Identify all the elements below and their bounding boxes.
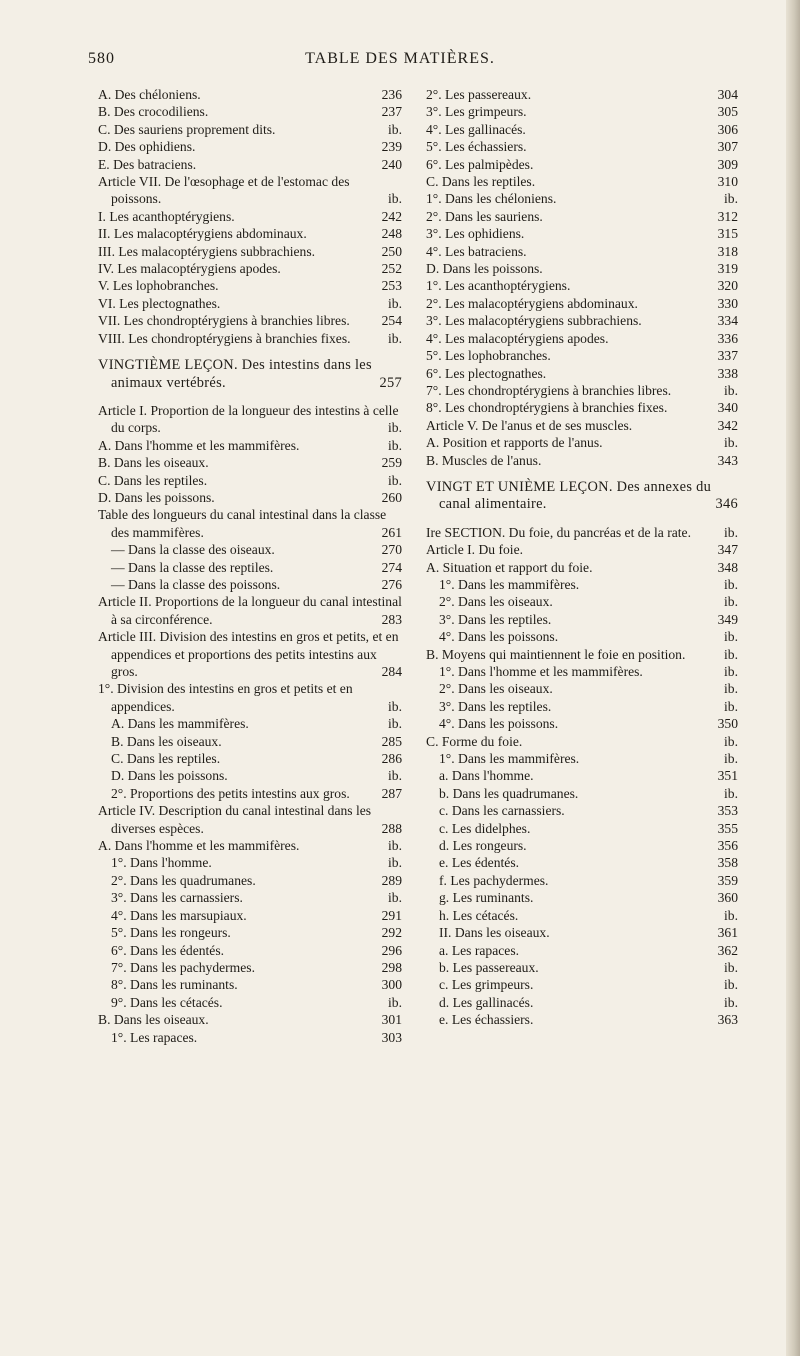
toc-entry [98, 86, 402, 103]
toc-entry [98, 924, 402, 941]
toc-entry-page: 337 [717, 348, 738, 364]
toc-entry [426, 924, 738, 941]
toc-entry-page: 286 [381, 751, 402, 767]
toc-entry [98, 785, 402, 802]
toc-entry-page: 270 [381, 542, 402, 558]
toc-entry-title: V. Les lophobranches. [98, 278, 219, 294]
toc-entry-title: 2°. Dans les quadrumanes. [111, 872, 256, 888]
toc-entry-title: C. Des sauriens proprement dits. [98, 121, 276, 137]
toc-entry-page: ib. [388, 838, 402, 854]
toc-entry-title: 2°. Les passereaux. [426, 87, 532, 102]
toc-left-column [98, 86, 402, 1046]
toc-entry [98, 942, 402, 959]
toc-entry [426, 382, 738, 399]
toc-entry [426, 190, 738, 207]
toc-entry-title: VINGTIÈME LEÇON. Des intestins dans les animaux vertébrés. [98, 357, 372, 391]
toc-entry-title: a. Les rapaces. [439, 942, 520, 958]
toc-entry [426, 611, 738, 628]
toc-entry-page: 358 [717, 855, 738, 871]
toc-entry-page: ib. [724, 646, 738, 662]
page-number: 580 [88, 50, 115, 67]
toc-entry-title: 1°. Dans l'homme. [111, 855, 212, 871]
toc-entry-title: D. Des ophidiens. [98, 139, 196, 155]
toc-entry [426, 750, 738, 767]
toc-entry [98, 260, 402, 277]
toc-entry-page: 359 [717, 872, 738, 888]
toc-entry-page: ib. [388, 472, 402, 488]
toc-entry-title: 3°. Dans les reptiles. [439, 611, 552, 627]
toc-entry-page: 318 [717, 243, 738, 259]
toc-entry [426, 646, 738, 663]
toc-entry-page: ib. [724, 785, 738, 801]
toc-entry [426, 628, 738, 645]
toc-entry-title: 6°. Dans les édentés. [111, 942, 225, 958]
toc-entry [98, 156, 402, 173]
toc-entry-page: ib. [388, 698, 402, 714]
toc-entry-title: — Dans la classe des reptiles. [111, 559, 274, 575]
toc-entry-title: 8°. Dans les ruminants. [111, 977, 238, 993]
toc-entry [98, 454, 402, 471]
toc-entry-page: ib. [724, 382, 738, 398]
toc-entry [426, 312, 738, 329]
toc-entry-title: A. Situation et rapport du foie. [426, 559, 593, 575]
toc-entry-page: 253 [381, 278, 402, 294]
toc-entry-title: e. Les édentés. [439, 855, 520, 871]
toc-entry [426, 942, 738, 959]
toc-entry [98, 889, 402, 906]
toc-entry [426, 86, 738, 103]
toc-entry-page: ib. [388, 191, 402, 207]
toc-entry-page: 310 [717, 174, 738, 190]
toc-entry-title: A. Position et rapports de l'anus. [426, 435, 603, 451]
toc-entry-title: 4°. Les gallinacés. [426, 121, 526, 137]
toc-entry [98, 959, 402, 976]
page-header [0, 50, 800, 74]
toc-entry-title: IV. Les malacoptérygiens apodes. [98, 261, 281, 277]
toc-entry-page: ib. [724, 524, 738, 540]
toc-entry-title: 1°. Dans l'homme et les mammifères. [439, 664, 643, 679]
toc-entry-page: 298 [381, 959, 402, 975]
toc-entry-title: A. Dans les mammifères. [111, 716, 249, 732]
toc-entry [98, 103, 402, 120]
toc-entry-title: E. Des batraciens. [98, 156, 197, 172]
toc-entry [98, 837, 402, 854]
toc-entry-title: 4°. Dans les poissons. [439, 716, 559, 732]
toc-entry [98, 489, 402, 506]
toc-entry [426, 417, 738, 434]
toc-entry [98, 802, 402, 837]
toc-entry [426, 907, 738, 924]
toc-entry-page: 260 [381, 489, 402, 505]
toc-entry [98, 907, 402, 924]
toc-entry-title: B. Moyens qui maintiennent le foie en position. [426, 646, 686, 662]
toc-entry-title: 4°. Dans les marsupiaux. [111, 907, 247, 923]
toc-entry [426, 103, 738, 120]
toc-entry-title: 7°. Les chondroptérygiens à branchies libres. [426, 382, 672, 398]
toc-entry-page: 284 [381, 664, 402, 679]
toc-entry-title: 2°. Les malacoptérygiens abdominaux. [426, 295, 638, 311]
toc-entry-title: 1°. Dans les chéloniens. [426, 191, 557, 207]
toc-entry-page: 334 [717, 313, 738, 329]
toc-entry-page: 292 [381, 925, 402, 941]
toc-entry-page: 261 [381, 524, 402, 540]
toc-entry [426, 347, 738, 364]
toc-entry-title: A. Des chéloniens. [98, 87, 201, 102]
running-title: TABLE DES MATIÈRES. [305, 50, 495, 67]
toc-entry-page: ib. [388, 855, 402, 871]
toc-entry-title: 3°. Les ophidiens. [426, 226, 525, 242]
toc-entry-page: 254 [381, 313, 402, 329]
toc-entry [98, 138, 402, 155]
toc-entry [426, 225, 738, 242]
toc-entry [426, 277, 738, 294]
toc-entry-title: II. Dans les oiseaux. [439, 925, 550, 941]
toc-entry [426, 663, 738, 680]
toc-entry-title: VINGT ET UNIÈME LEÇON. Des annexes du canal alimentaire. [426, 478, 712, 513]
toc-entry [426, 872, 738, 889]
toc-entry-page: ib. [724, 751, 738, 767]
toc-entry-page: 242 [381, 208, 402, 224]
toc-entry [426, 854, 738, 871]
toc-entry [98, 715, 402, 732]
toc-entry-page: 239 [381, 139, 402, 155]
toc-entry-title: 3°. Dans les carnassiers. [111, 890, 243, 906]
toc-entry-title: 5°. Dans les rongeurs. [111, 925, 231, 941]
toc-entry-page: 343 [717, 452, 738, 468]
toc-entry-page: ib. [724, 733, 738, 749]
toc-entry-title: B. Des crocodiliens. [98, 104, 209, 120]
toc-entry-page: 320 [717, 278, 738, 294]
toc-entry-title: 4°. Les batraciens. [426, 243, 527, 259]
toc-entry-title: 5°. Les lophobranches. [426, 348, 551, 364]
toc-entry-page: 250 [381, 243, 402, 259]
toc-entry-page: 291 [381, 907, 402, 923]
toc-entry [426, 593, 738, 610]
toc-entry-title: C. Dans les reptiles. [98, 472, 208, 488]
toc-entry [426, 802, 738, 819]
toc-entry-page: ib. [724, 698, 738, 714]
toc-entry-title: 3°. Les grimpeurs. [426, 104, 527, 120]
toc-entry [426, 243, 738, 260]
toc-entry-title: 4°. Les malacoptérygiens apodes. [426, 330, 609, 346]
toc-entry [98, 559, 402, 576]
toc-entry-page: ib. [388, 420, 402, 436]
toc-entry [426, 785, 738, 802]
toc-entry-title: C. Forme du foie. [426, 733, 523, 749]
toc-entry [426, 138, 738, 155]
toc-entry-title: 6°. Les palmipèdes. [426, 156, 534, 172]
toc-entry-title: b. Les passereaux. [439, 959, 539, 975]
toc-entry [98, 767, 402, 784]
toc-entry [426, 733, 738, 750]
toc-entry-page: 350 [717, 716, 738, 732]
toc-entry [426, 889, 738, 906]
toc-entry-page: 274 [381, 559, 402, 575]
toc-entry-title: Article V. De l'anus et de ses muscles. [426, 417, 633, 433]
toc-entry-page: ib. [388, 890, 402, 906]
toc-entry [98, 733, 402, 750]
toc-entry-title: Article VII. De l'œsophage et de l'estomac des poissons. [98, 174, 350, 207]
toc-entry-page: 342 [717, 417, 738, 433]
toc-entry [426, 541, 738, 558]
toc-entry-title: D. Dans les poissons. [98, 489, 215, 505]
toc-entry-title: B. Muscles de l'anus. [426, 452, 542, 468]
toc-entry-page: 346 [715, 496, 738, 513]
toc-entry [426, 698, 738, 715]
toc-entry-page: 309 [717, 156, 738, 172]
toc-entry-page: ib. [388, 295, 402, 311]
toc-entry [98, 330, 402, 347]
toc-entry-page: 312 [717, 208, 738, 224]
toc-entry [98, 225, 402, 242]
toc-entry-title: 1°. Les rapaces. [111, 1029, 198, 1045]
toc-entry-page: 355 [717, 820, 738, 836]
toc-entry-title: D. Dans les poissons. [111, 768, 228, 784]
toc-entry-title: 5°. Les échassiers. [426, 139, 527, 155]
toc-entry-page: ib. [724, 907, 738, 923]
toc-entry-page: 283 [381, 611, 402, 627]
toc-entry [98, 277, 402, 294]
toc-entry [426, 680, 738, 697]
toc-entry-page: 248 [381, 226, 402, 242]
toc-entry-title: III. Les malacoptérygiens subbrachiens. [98, 243, 316, 259]
toc-entry [426, 576, 738, 593]
toc-entry-page: 236 [381, 87, 402, 102]
toc-entry-title: d. Les gallinacés. [439, 994, 534, 1010]
toc-entry-title: Ire SECTION. Du foie, du pancréas et de la rate. [426, 524, 691, 540]
toc-entry [98, 243, 402, 260]
toc-entry [98, 541, 402, 558]
toc-entry-page: 362 [717, 942, 738, 958]
toc-entry [426, 295, 738, 312]
toc-entry-title: Table des longueurs du canal intestinal dans la classe des mammifères. [98, 507, 387, 540]
toc-entry-page: ib. [724, 994, 738, 1010]
toc-entry-title: Article III. Division des intestins en gros et petits, et en appendices et proportions des petits intestins aux gros. [98, 629, 399, 679]
toc-entry-title: 2°. Dans les oiseaux. [439, 594, 553, 610]
toc-entry-page: 338 [717, 365, 738, 381]
toc-entry-page: 351 [717, 768, 738, 784]
toc-entry-page: 276 [381, 576, 402, 592]
toc-entry-page: 259 [381, 455, 402, 471]
toc-entry-title: C. Dans les reptiles. [426, 174, 536, 190]
toc-entry-page: 285 [381, 733, 402, 749]
toc-entry-title: 3°. Les malacoptérygiens subbrachiens. [426, 313, 642, 329]
toc-entry-page: ib. [724, 977, 738, 993]
toc-entry [426, 121, 738, 138]
toc-entry [426, 365, 738, 382]
toc-entry-page: 237 [381, 104, 402, 120]
toc-entry-page: 303 [381, 1029, 402, 1045]
toc-entry [98, 1011, 402, 1028]
toc-entry-page: 305 [717, 104, 738, 120]
toc-entry [98, 506, 402, 541]
toc-entry [98, 121, 402, 138]
toc-entry-title: 8°. Les chondroptérygiens à branchies fixes. [426, 400, 668, 416]
toc-entry-title: 3°. Dans les reptiles. [439, 698, 552, 714]
toc-entry-page: 296 [381, 942, 402, 958]
toc-entry-title: 6°. Les plectognathes. [426, 365, 547, 381]
toc-entry-page: 336 [717, 330, 738, 346]
toc-entry [426, 715, 738, 732]
toc-entry-page: ib. [388, 121, 402, 137]
toc-entry [98, 628, 402, 680]
toc-entry-title: h. Les cétacés. [439, 907, 519, 923]
toc-entry-page: ib. [724, 576, 738, 592]
toc-entry [426, 260, 738, 277]
toc-entry [426, 994, 738, 1011]
toc-entry-page: 300 [381, 977, 402, 993]
toc-entry [426, 959, 738, 976]
toc-entry-page: ib. [724, 664, 738, 679]
toc-entry-page: ib. [388, 768, 402, 784]
toc-entry-page: 240 [381, 156, 402, 172]
toc-entry [98, 1029, 402, 1046]
toc-entry [98, 295, 402, 312]
toc-entry-page: 307 [717, 139, 738, 155]
toc-entry-page: ib. [388, 716, 402, 732]
toc-entry [98, 472, 402, 489]
toc-entry [98, 173, 402, 208]
toc-entry-title: 9°. Dans les cétacés. [111, 994, 223, 1010]
toc-entry [98, 872, 402, 889]
toc-entry-title: 1°. Division des intestins en gros et petits et en appendices. [98, 681, 353, 714]
toc-entry [426, 559, 738, 576]
toc-entry [98, 208, 402, 225]
toc-entry-page: ib. [388, 994, 402, 1010]
toc-entry [426, 434, 738, 451]
toc-entry-page: 361 [717, 925, 738, 941]
toc-entry-page: 353 [717, 803, 738, 819]
toc-entry [426, 330, 738, 347]
toc-entry [426, 1011, 738, 1028]
toc-entry-page: ib. [724, 629, 738, 645]
toc-entry-title: I. Les acanthoptérygiens. [98, 208, 235, 224]
toc-entry [98, 576, 402, 593]
toc-entry-page: ib. [724, 191, 738, 207]
toc-entry [98, 680, 402, 715]
toc-entry-title: VI. Les plectognathes. [98, 295, 221, 311]
toc-entry-title: c. Dans les carnassiers. [439, 803, 565, 819]
toc-entry-page: 288 [381, 820, 402, 836]
toc-entry-page: 287 [381, 785, 402, 801]
toc-entry-title: b. Dans les quadrumanes. [439, 785, 579, 801]
toc-entry [98, 854, 402, 871]
toc-entry-page: 340 [717, 400, 738, 416]
toc-entry-title: VII. Les chondroptérygiens à branchies libres. [98, 313, 350, 329]
toc-entry-title: 1°. Dans les mammifères. [439, 751, 580, 767]
toc-entry-title: C. Dans les reptiles. [111, 751, 221, 767]
toc-entry-page: ib. [724, 681, 738, 697]
toc-entry [98, 312, 402, 329]
toc-entry [426, 173, 738, 190]
toc-entry-page: ib. [388, 437, 402, 453]
toc-entry [426, 524, 738, 541]
toc-entry-page: 306 [717, 121, 738, 137]
toc-entry [98, 402, 402, 437]
page-edge [786, 0, 800, 1356]
toc-entry-title: Article II. Proportions de la longueur du canal intestinal à sa circonférence. [98, 594, 402, 627]
toc-entry-page: 356 [717, 838, 738, 854]
toc-entry-title: B. Dans les oiseaux. [111, 733, 222, 749]
toc-entry [426, 208, 738, 225]
toc-entry-page: 330 [717, 295, 738, 311]
toc-entry [426, 820, 738, 837]
toc-entry-title: A. Dans l'homme et les mammifères. [98, 838, 300, 854]
toc-entry-title: 2°. Dans les sauriens. [426, 208, 543, 224]
toc-entry-page: ib. [724, 594, 738, 610]
toc-entry-page: ib. [724, 435, 738, 451]
lecon-heading [98, 357, 402, 392]
toc-entry-title: 7°. Dans les pachydermes. [111, 959, 255, 975]
toc-entry-title: 4°. Dans les poissons. [439, 629, 559, 645]
toc-entry-title: 1°. Les acanthoptérygiens. [426, 278, 571, 294]
toc-entry-page: ib. [724, 959, 738, 975]
toc-entry-page: 315 [717, 226, 738, 242]
toc-entry-title: f. Les pachydermes. [439, 872, 549, 888]
toc-entry [98, 994, 402, 1011]
toc-entry-title: 1°. Dans les mammifères. [439, 576, 580, 592]
toc-entry-page: 363 [717, 1012, 738, 1028]
toc-entry-page: 252 [381, 261, 402, 277]
toc-entry-page: 257 [379, 374, 402, 391]
toc-entry-title: a. Dans l'homme. [439, 768, 534, 784]
toc-entry [426, 767, 738, 784]
toc-entry-title: II. Les malacoptérygiens abdominaux. [98, 226, 307, 242]
toc-entry [426, 452, 738, 469]
toc-entry-page: 360 [717, 890, 738, 906]
toc-entry-title: g. Les ruminants. [439, 890, 534, 906]
toc-entry-title: c. Les didelphes. [439, 820, 531, 836]
toc-entry-title: D. Dans les poissons. [426, 261, 543, 277]
toc-entry-page: 301 [381, 1012, 402, 1028]
toc-entry-title: 2°. Proportions des petits intestins aux gros. [111, 785, 350, 801]
toc-entry [98, 976, 402, 993]
toc-entry-title: B. Dans les oiseaux. [98, 455, 209, 471]
toc-entry [98, 593, 402, 628]
toc-entry-page: 319 [717, 261, 738, 277]
toc-entry-title: — Dans la classe des oiseaux. [111, 542, 275, 558]
toc-entry-title: Article I. Proportion de la longueur des intestins à celle du corps. [98, 402, 399, 436]
toc-entry-page: 348 [717, 559, 738, 575]
toc-entry [426, 156, 738, 173]
toc-entry-page: 349 [717, 611, 738, 627]
toc-entry-title: A. Dans l'homme et les mammifères. [98, 437, 300, 453]
toc-entry-title: B. Dans les oiseaux. [98, 1012, 209, 1028]
toc-entry-page: 304 [717, 87, 738, 102]
toc-entry-page: ib. [388, 330, 402, 346]
toc-entry-title: e. Les échassiers. [439, 1012, 534, 1028]
toc-entry [426, 837, 738, 854]
toc-entry [98, 437, 402, 454]
lecon-heading [426, 479, 738, 514]
toc-entry-title: Article I. Du foie. [426, 542, 524, 558]
toc-entry-title: d. Les rongeurs. [439, 838, 527, 854]
toc-entry [426, 976, 738, 993]
toc-entry-title: VIII. Les chondroptérygiens à branchies fixes. [98, 330, 351, 346]
toc-entry-page: 289 [381, 872, 402, 888]
toc-entry-title: c. Les grimpeurs. [439, 977, 534, 993]
toc-right-column [426, 86, 738, 1029]
toc-entry-title: Article IV. Description du canal intestinal dans les diverses espèces. [98, 803, 372, 836]
toc-entry-title: — Dans la classe des poissons. [111, 576, 281, 592]
toc-entry-title: 2°. Dans les oiseaux. [439, 681, 553, 697]
toc-entry [98, 750, 402, 767]
toc-entry-page: 347 [717, 542, 738, 558]
toc-entry [426, 399, 738, 416]
